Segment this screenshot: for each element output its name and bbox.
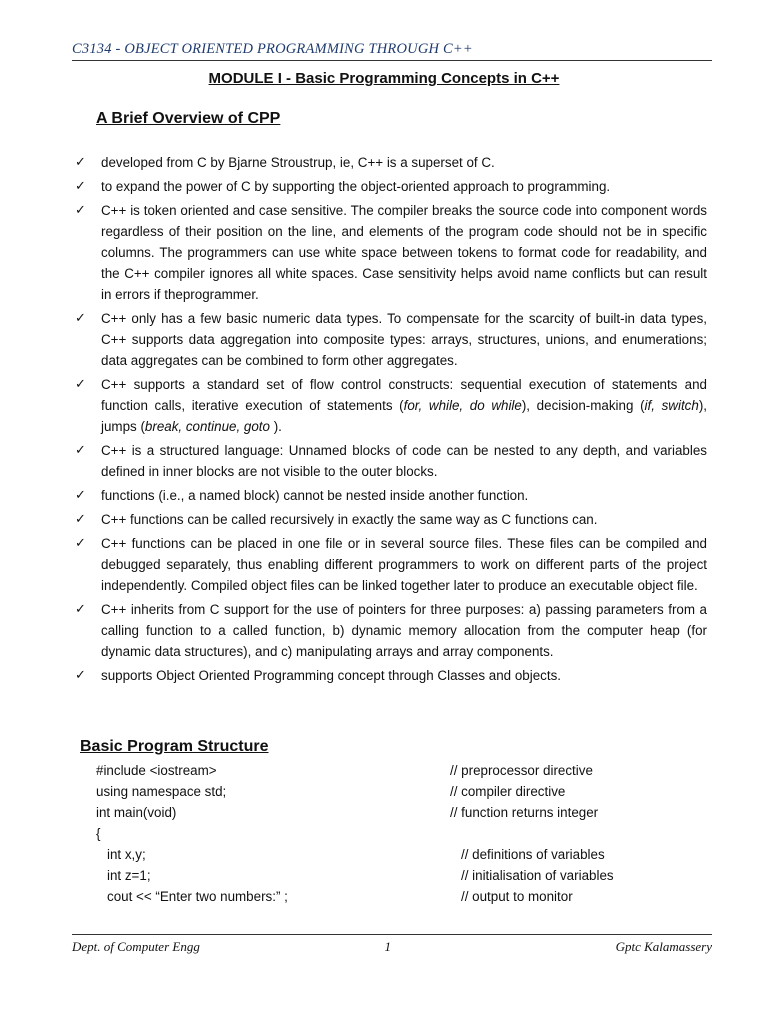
code-comment: // initialisation of variables [461,868,614,883]
bullet-text: to expand the power of C by supporting the object-oriented approach to programming. [101,179,611,194]
code-line [96,802,656,823]
code-statement: { [96,826,101,841]
code-listing [96,760,656,907]
bullet-item [75,374,707,437]
code-statement: int z=1; [107,868,151,883]
bullet-item [75,308,707,371]
code-line [96,886,656,907]
bullet-text: functions (i.e., a named block) cannot be nested inside another function. [101,488,529,503]
code-line [96,865,656,886]
bullet-item [75,599,707,662]
code-line [96,760,656,781]
code-comment: // definitions of variables [461,847,605,862]
code-line [96,823,656,844]
code-statement: using namespace std; [96,784,227,799]
bullet-text: C++ is token oriented and case sensitive. The compiler breaks the source code into component words regardless of their position on the line, and elements of the program code should not be in specific columns. The programmers can use white space between tokens to format code for readability, and the C++ compiler ignores all white spaces. Case sensitivity helps avoid name conflicts but can result in errors if theprogrammer. [101,203,707,302]
checkmark-icon: ✓ [75,536,86,551]
page-header [72,40,712,61]
bullet-item [75,440,707,482]
bullet-item [75,176,707,197]
checkmark-icon: ✓ [75,311,86,326]
code-comment: // function returns integer [450,805,599,820]
checkmark-icon: ✓ [75,512,86,527]
code-line [96,781,656,802]
page-number: 1 [384,939,391,954]
code-statement: int main(void) [96,805,177,820]
code-comment: // compiler directive [450,784,566,799]
code-comment: // preprocessor directive [450,763,593,778]
bullet-text: supports Object Oriented Programming concept through Classes and objects. [101,668,561,683]
bullet-text: C++ only has a few basic numeric data types. To compensate for the scarcity of built-in data types, C++ supports data aggregation into composite types: arrays, structures, unions, and enumerations; data aggregates can be combined to form other aggregates. [101,311,707,368]
bullet-item [75,152,707,173]
bullet-text: developed from C by Bjarne Stroustrup, ie, C++ is a superset of C. [101,155,495,170]
bullet-text: C++ functions can be placed in one file or in several source files. These files can be compiled and debugged separately, thus enabling different programmers to work on different parts of the project independently. Compiled object files can be linked together later to produce an executable object file. [101,536,707,593]
overview-bullet-list [75,152,707,689]
bullet-item [75,200,707,305]
bullet-text: C++ is a structured language: Unnamed blocks of code can be nested to any depth, and variables defined in inner blocks are not visible to the outer blocks. [101,443,707,479]
checkmark-icon: ✓ [75,488,86,503]
bullet-item [75,665,707,686]
overview-heading: A Brief Overview of CPP [96,110,281,127]
page-footer [72,934,712,955]
bullet-text: C++ functions can be called recursively in exactly the same way as C functions can. [101,512,598,527]
checkmark-icon: ✓ [75,602,86,617]
bullet-item [75,533,707,596]
bullet-item [75,509,707,530]
checkmark-icon: ✓ [75,668,86,683]
footer-department: Dept. of Computer Engg [72,939,200,954]
module-title: MODULE I - Basic Programming Concepts in C++ [208,70,560,87]
bullet-item [75,485,707,506]
code-statement: #include <iostream> [96,763,217,778]
code-statement: int x,y; [107,847,146,862]
checkmark-icon: ✓ [75,443,86,458]
program-structure-heading: Basic Program Structure [80,738,269,755]
bullet-text: C++ supports a standard set of flow control constructs: sequential execution of statements and function calls, iterative execution of statements (for, while, do while), decision-making (if, switch), jumps (break, continue, goto ). [101,377,708,434]
course-title: C3134 - OBJECT ORIENTED PROGRAMMING THROUGH C++ [72,41,473,57]
footer-institution: Gptc Kalamassery [615,939,712,954]
checkmark-icon: ✓ [75,203,86,218]
bullet-text: C++ inherits from C support for the use of pointers for three purposes: a) passing parameters from a calling function to a called function, b) dynamic memory allocation from the computer heap (for dynamic data structures), and c) manipulating arrays and array components. [101,602,707,659]
code-comment: // output to monitor [461,889,573,904]
checkmark-icon: ✓ [75,179,86,194]
checkmark-icon: ✓ [75,155,86,170]
checkmark-icon: ✓ [75,377,86,392]
code-line [96,844,656,865]
code-statement: cout << “Enter two numbers:” ; [107,889,288,904]
